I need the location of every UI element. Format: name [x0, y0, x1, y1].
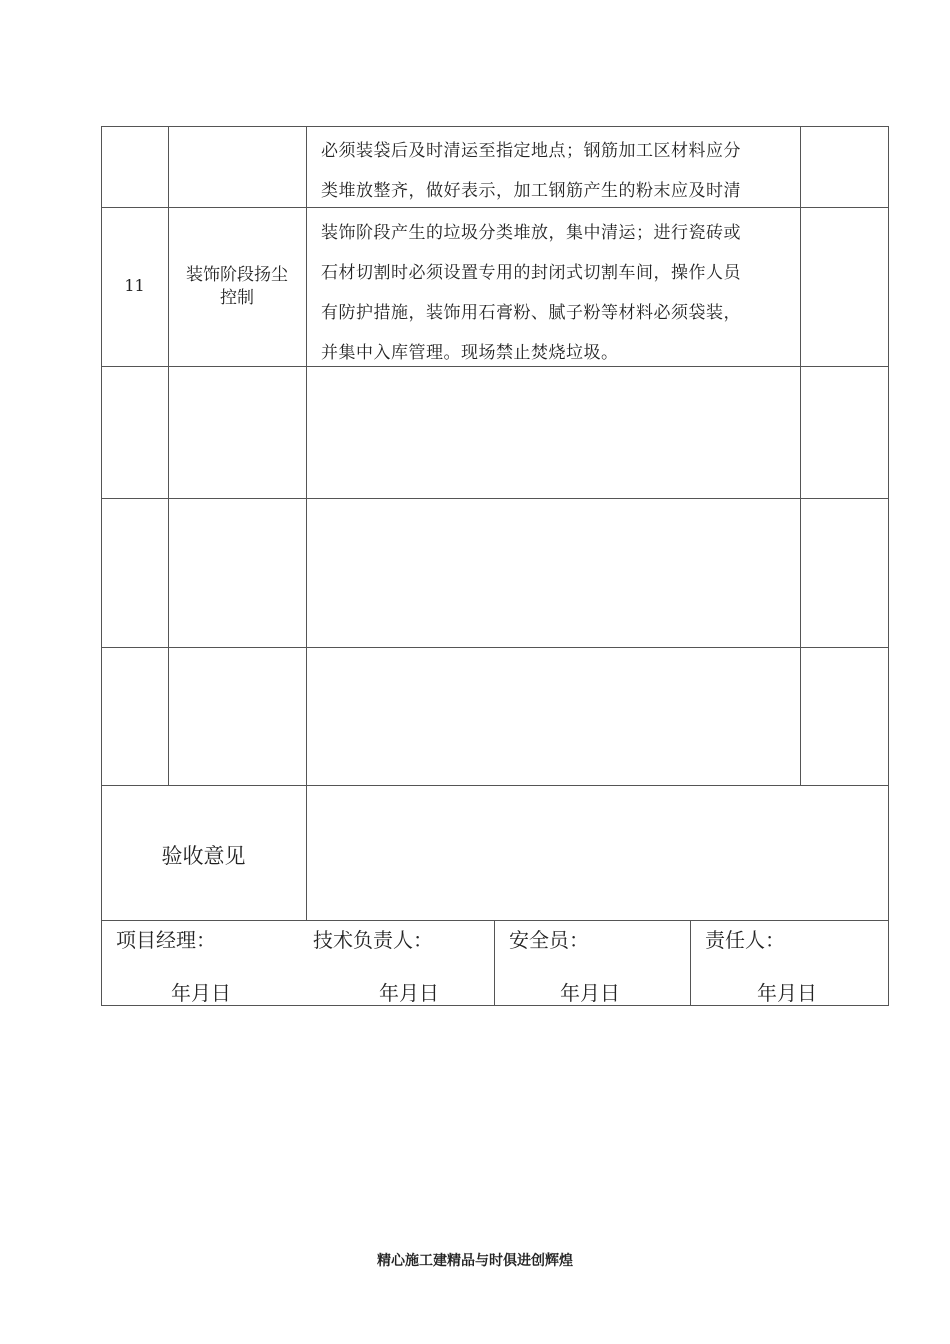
signature-date: 年月日 — [171, 981, 231, 1005]
row-item — [168, 264, 306, 310]
row-content — [321, 213, 741, 373]
column-divider — [306, 126, 307, 920]
acceptance-label: 验收意见 — [161, 844, 246, 868]
row-divider — [101, 920, 889, 921]
row-divider — [101, 498, 889, 499]
row-number: 11 — [124, 276, 145, 295]
content-line: 装饰阶段产生的垃圾分类堆放，集中清运；进行瓷砖或 — [321, 223, 741, 243]
signature-date: 年月日 — [560, 981, 620, 1005]
row-divider — [101, 785, 889, 786]
row-divider — [101, 647, 889, 648]
page-footer-slogan: 精心施工建精品与时俱进创辉煌 — [377, 1253, 573, 1269]
content-line: 必须装袋后及时清运至指定地点；钢筋加工区材料应分 — [321, 141, 741, 161]
signature-date: 年月日 — [757, 981, 817, 1005]
table-border-right — [888, 126, 889, 1006]
table-border-top — [101, 126, 889, 127]
item-line: 装饰阶段扬尘 — [186, 265, 288, 285]
signature-role: 技术负责人： — [313, 928, 433, 952]
signature-divider — [690, 920, 691, 1005]
content-line: 有防护措施，装饰用石膏粉、腻子粉等材料必须袋装， — [321, 303, 741, 323]
content-line: 类堆放整齐，做好表示，加工钢筋产生的粉末应及时清 — [321, 181, 741, 201]
signature-role: 项目经理： — [116, 928, 216, 952]
item-line: 控制 — [220, 288, 254, 308]
column-divider — [168, 126, 169, 785]
signature-role: 责任人： — [705, 928, 785, 952]
signature-role: 安全员： — [509, 928, 589, 952]
table-border-left — [101, 126, 102, 1006]
signature-divider — [494, 920, 495, 1005]
signature-date: 年月日 — [379, 981, 439, 1005]
content-line: 并集中入库管理。现场禁止焚烧垃圾。 — [321, 343, 619, 363]
row-content — [321, 131, 741, 211]
content-line: 石材切割时必须设置专用的封闭式切割车间，操作人员 — [321, 263, 741, 283]
column-divider — [800, 126, 801, 785]
